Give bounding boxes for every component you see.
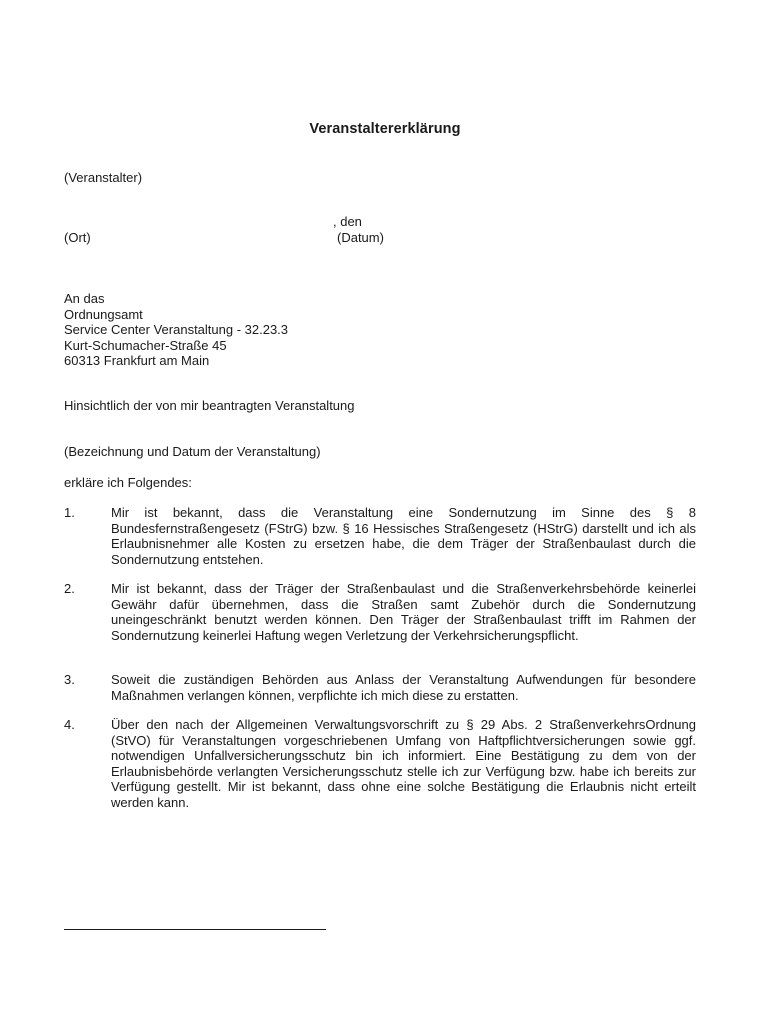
list-item-text: Mir ist bekannt, dass der Träger der Straßenbaulast und die Straßenverkehrsbehörde keinerlei Gewähr dafür übernehmen, dass die Straßen samt Zubehör durch die Sondernutzung uneingeschränkt benutzt werden können. Den Träger der Straßenbaulast trifft im Rahmen der Sondernutzung keinerlei Haftung wegen Verletzung der Verkehrsicherungspflicht. <box>111 581 696 643</box>
intro-text: Hinsichtlich der von mir beantragten Veranstaltung <box>64 398 355 413</box>
address-line: Kurt-Schumacher-Straße 45 <box>64 337 227 353</box>
list-item-number: 3. <box>64 672 75 687</box>
event-label: (Bezeichnung und Datum der Veranstaltung) <box>64 444 321 459</box>
ort-label: (Ort) <box>64 230 91 245</box>
signature-line <box>64 929 326 930</box>
den-text: , den <box>333 214 362 229</box>
address-line: 60313 Frankfurt am Main <box>64 353 210 368</box>
list-item-text: Soweit die zuständigen Behörden aus Anlass der Veranstaltung Aufwendungen für besondere Maßnahmen verlangen können, verpflichte ich mich diese zu erstatten. <box>111 672 696 703</box>
address-line: An das <box>64 291 105 306</box>
document-title: Veranstaltererklärung <box>309 121 461 137</box>
declare-text: erkläre ich Folgendes: <box>64 475 192 490</box>
list-item-text: Mir ist bekannt, dass die Veranstaltung eine Sondernutzung im Sinne des § 8 Bundesfernstraßengesetz (FStrG) bzw. § 16 Hessisches Straßengesetz (HStrG) darstellt und ich als Erlaubnisnehmer alle Kosten zu ersetzen habe, die dem Träger der Straßenbaulast durch die Sondernutzung entstehen. <box>111 505 696 567</box>
address-line: Service Center Veranstaltung - 32.23.3 <box>64 322 289 337</box>
address-line: Ordnungsamt <box>64 306 143 322</box>
veranstalter-label: (Veranstalter) <box>64 170 143 185</box>
list-item-number: 4. <box>64 717 75 732</box>
list-item-text: Über den nach der Allgemeinen Verwaltungsvorschrift zu § 29 Abs. 2 StraßenverkehrsOrdnung (StVO) für Veranstaltungen vorgeschriebenen Umfang von Haftpflichtversicherungen sowie ggf. notwendigen Unfallversicherungsschutz bin ich informiert. Eine Bestätigung zu dem von der Erlaubnisbehörde verlangten Versicherungsschutz stelle ich zur Verfügung bzw. habe ich bereits zur Verfügung gestellt. Mir ist bekannt, dass ohne eine solche Bestätigung die Erlaubnis nicht erteilt werden kann. <box>111 717 696 810</box>
list-item-number: 2. <box>64 581 75 596</box>
list-item-number: 1. <box>64 505 75 520</box>
datum-label: (Datum) <box>337 230 384 245</box>
